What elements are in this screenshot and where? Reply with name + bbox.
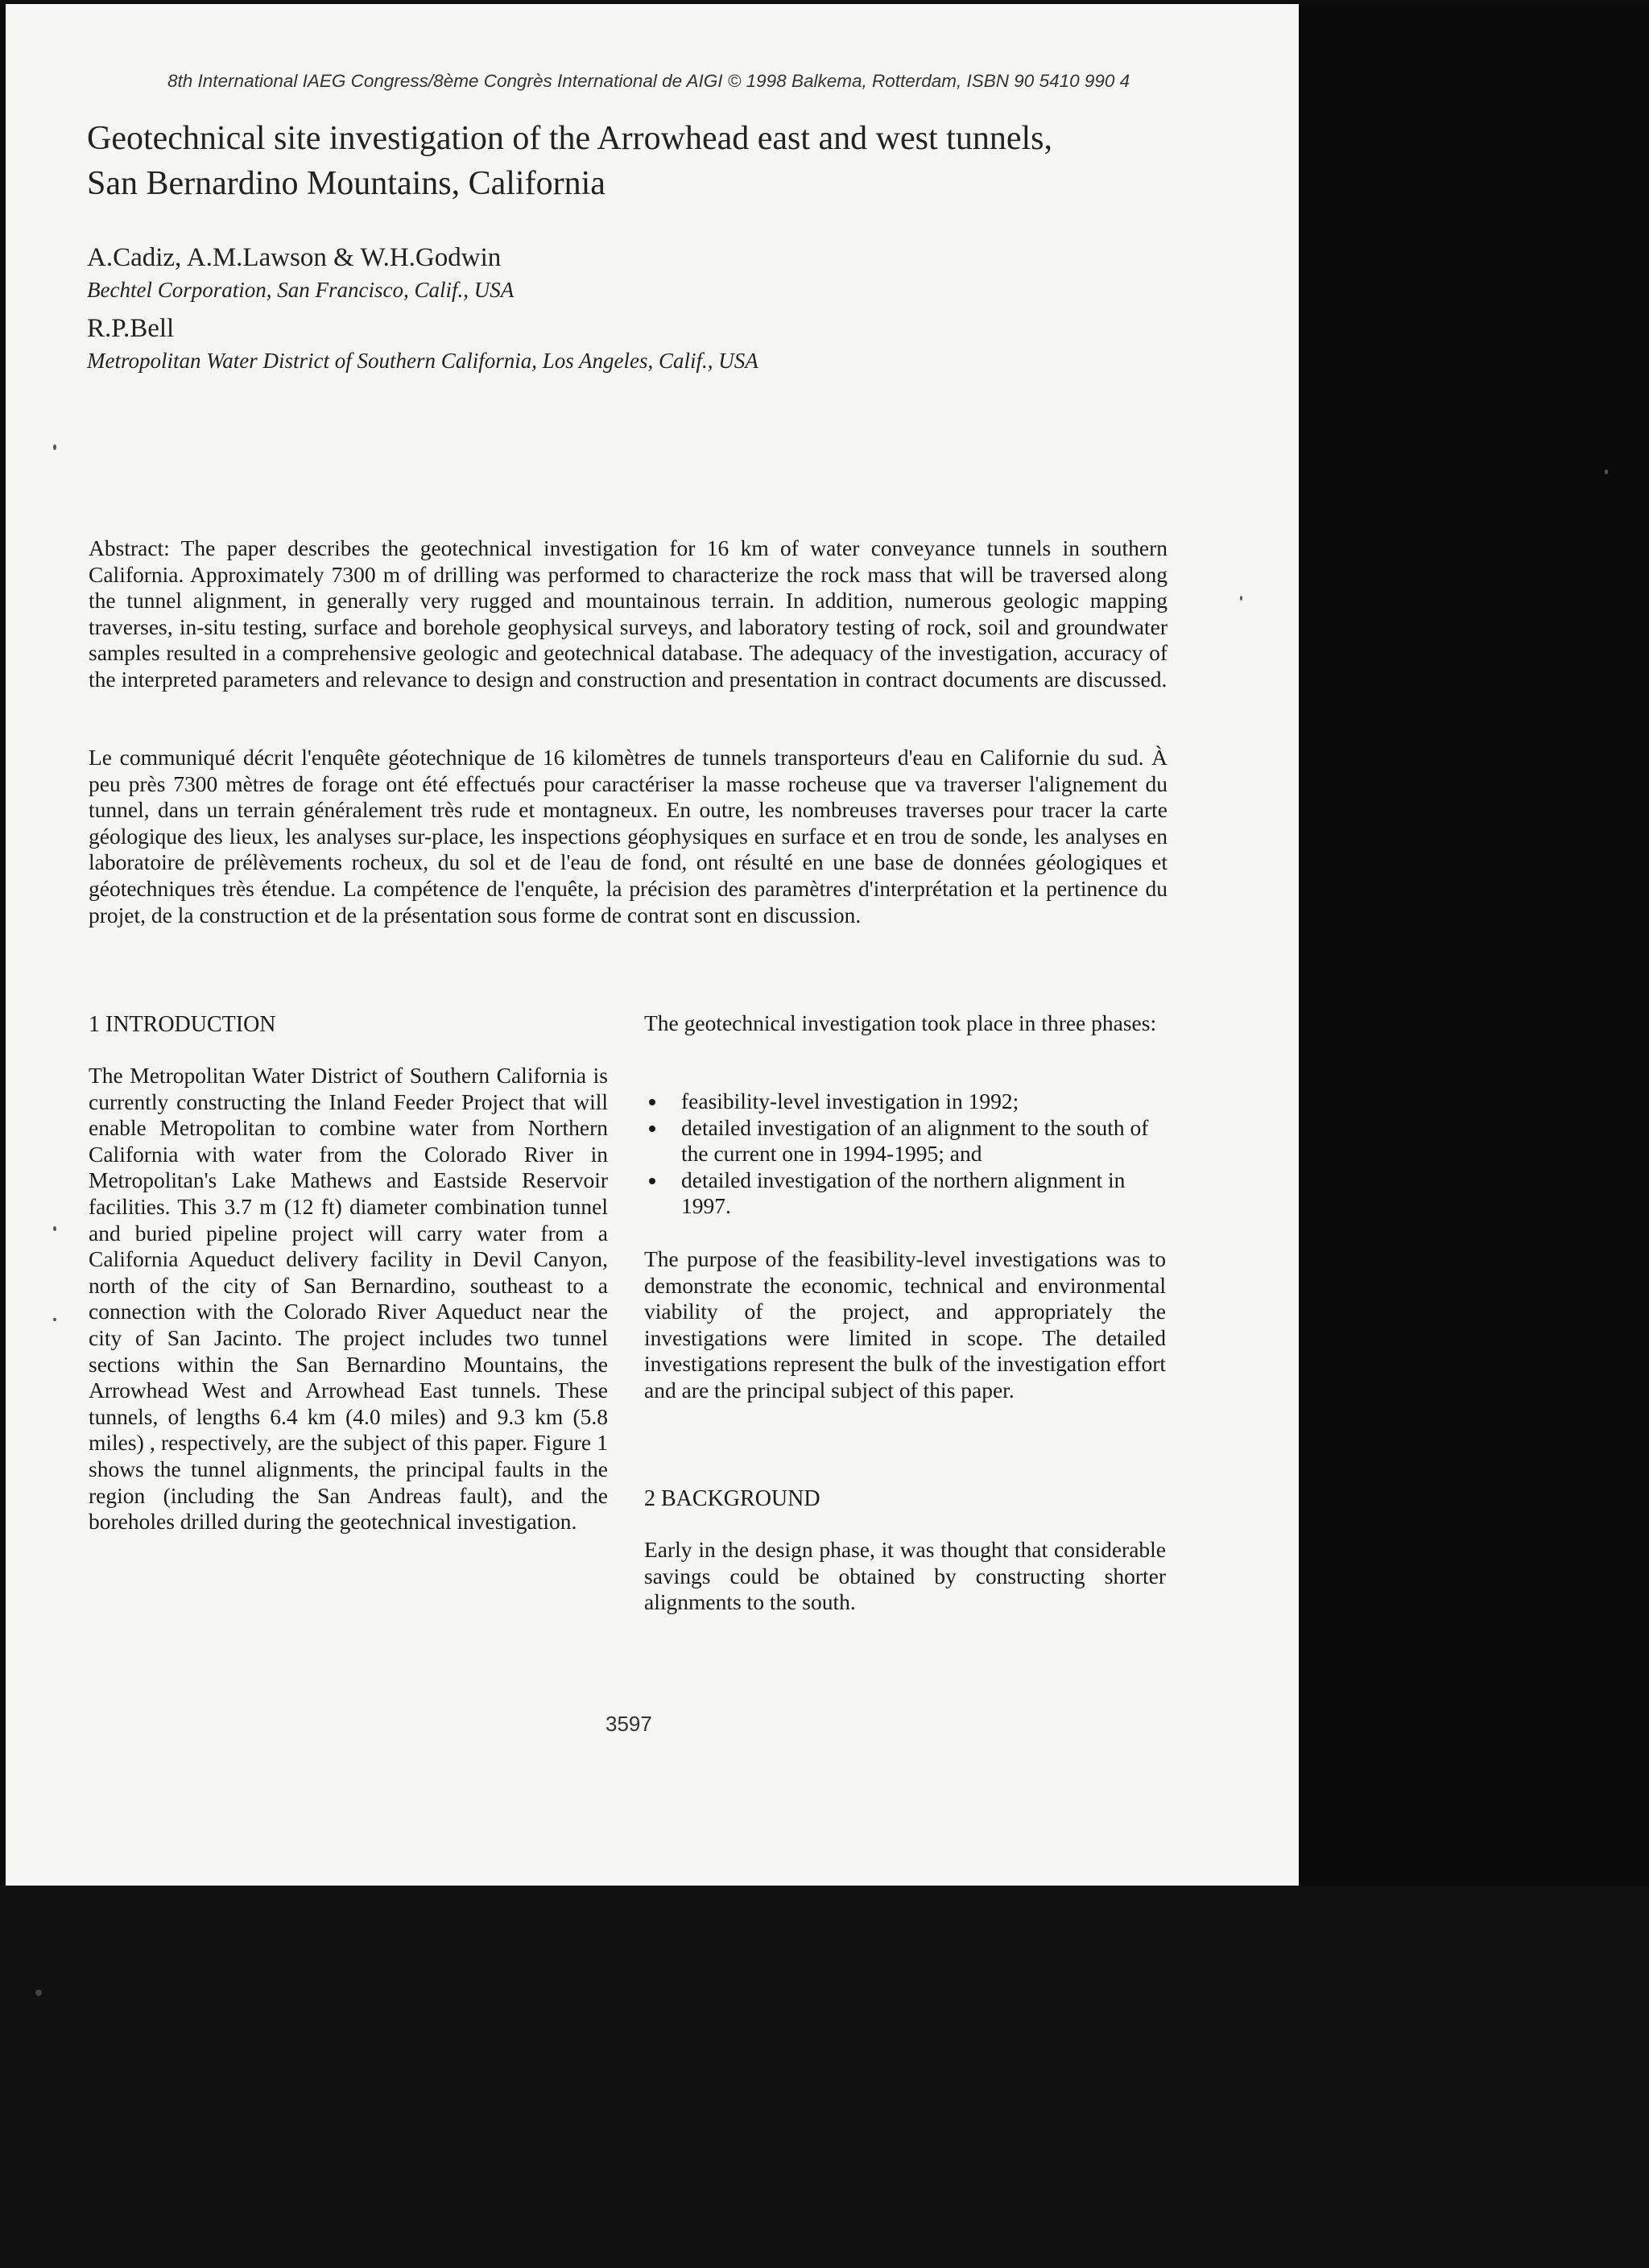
authors-group-2: R.P.Bell bbox=[87, 314, 175, 343]
paper-title-line-2: San Bernardino Mountains, California bbox=[87, 165, 605, 202]
phase-item-text: detailed investigation of the northern alignment in 1997. bbox=[681, 1167, 1126, 1219]
abstract: Abstract: The paper describes the geotechnical investigation for 16 km of water conveyance tunnels in southern California. Approximately 7300 m of drilling was performed to characterize the rock mass that will be traversed along the tunnel alignment, in generally very rugged and mountainous terrain. In addition, numerous geologic mapping traverses, in-situ testing, surface and borehole geophysical surveys, and laboratory testing of rock, soil and groundwater samples resulted in a comprehensive geologic and geotechnical database. The adequacy of the investigation, accuracy of the interpreted parameters and relevance to design and construction and presentation in contract documents are discussed. bbox=[89, 535, 1168, 692]
bullet-dot-icon bbox=[649, 1099, 655, 1105]
list-item bbox=[644, 1167, 1156, 1220]
phase-item-text: detailed investigation of an alignment to the south of the current one in 1994-1995; and bbox=[681, 1114, 1149, 1167]
scan-speck bbox=[35, 1989, 42, 1996]
bullet-dot-icon bbox=[649, 1126, 655, 1132]
scanner-edge-strip bbox=[1299, 4, 1649, 1886]
paper-title bbox=[87, 116, 1134, 206]
scan-speck bbox=[1240, 596, 1242, 601]
scan-speck bbox=[53, 444, 56, 450]
phase-item-text: feasibility-level investigation in 1992; bbox=[681, 1089, 1019, 1113]
background-body: Early in the design phase, it was thought that considerable savings could be obtained by constructing shorter alignments to the south. bbox=[644, 1537, 1166, 1615]
running-head: 8th International IAEG Congress/8ème Congrès International de AIGI © 1998 Balkema, Rotterdam, ISBN 90 5410 990 4 bbox=[167, 71, 1130, 91]
list-item bbox=[644, 1089, 1156, 1115]
resume-french: Le communiqué décrit l'enquête géotechnique de 16 kilomètres de tunnels transporteurs d'eau en Californie du sud. À peu près 7300 mètres de forage ont été effectués pour caractériser la masse rocheuse que va traverser l'alignement du tunnel, dans un terrain généralement très rude et montagneux. En outre, les nombreuses traverses pour tracer la carte géologique des lieux, les analyses sur-place, les inspections géophysiques en surface et en trou de sonde, les analyses en laboratoire de prélèvements rocheux, du sol et de l'eau de fond, ont résulté en une base de données géologiques et géotechniques très étendue. La compétence de l'enquête, la précision des paramètres d'interprétation et la pertinence du projet, de la construction et de la présentation sous forme de contrat sont en discussion. bbox=[89, 745, 1168, 927]
purpose-paragraph: The purpose of the feasibility-level investigations was to demonstrate the economic, technical and environmental viability of the project, and appropriately the investigations were limited in scope. The detailed investigations represent the bulk of the investigation effort and are the principal subject of this paper. bbox=[644, 1246, 1166, 1403]
affiliation-group-2: Metropolitan Water District of Southern California, Los Angeles, Calif., USA bbox=[87, 349, 758, 373]
bullet-dot-icon bbox=[649, 1178, 655, 1184]
section-heading-background: 2 BACKGROUND bbox=[644, 1486, 820, 1511]
paper-title-line-1: Geotechnical site investigation of the Arrowhead east and west tunnels, bbox=[87, 120, 1052, 157]
introduction-body: The Metropolitan Water District of Southern California is currently constructing the Inland Feeder Project that will enable Metropolitan to combine water from Northern California with water from the Colorado River in Metropolitan's Lake Mathews and Eastside Reservoir facilities. This 3.7 m (12 ft) diameter combination tunnel and buried pipeline project will carry water from a California Aqueduct delivery facility in Devil Canyon, north of the city of San Bernardino, southeast to a connection with the Colorado River Aqueduct near the city of San Jacinto. The project includes two tunnel sections within the San Bernardino Mountains, the Arrowhead West and Arrowhead East tunnels. These tunnels, of lengths 6.4 km (4.0 miles) and 9.3 km (5.8 miles) , respectively, are the subject of this paper. Figure 1 shows the tunnel alignments, the principal faults in the region (including the San Andreas fault), and the boreholes drilled during the geotechnical investigation. bbox=[89, 1063, 608, 1535]
phases-list bbox=[644, 1089, 1168, 1220]
list-item bbox=[644, 1115, 1156, 1167]
affiliation-group-1: Bechtel Corporation, San Francisco, Calif., USA bbox=[87, 278, 515, 302]
scan-speck bbox=[53, 1226, 56, 1231]
phases-intro: The geotechnical investigation took place in three phases: bbox=[644, 1010, 1157, 1035]
scanner-bottom-area bbox=[0, 1886, 1649, 2268]
authors-group-1: A.Cadiz, A.M.Lawson & W.H.Godwin bbox=[87, 243, 502, 272]
scan-speck bbox=[53, 1318, 56, 1321]
scan-speck bbox=[1605, 469, 1608, 474]
section-heading-introduction: 1 INTRODUCTION bbox=[89, 1012, 276, 1037]
page-number: 3597 bbox=[605, 1712, 652, 1736]
